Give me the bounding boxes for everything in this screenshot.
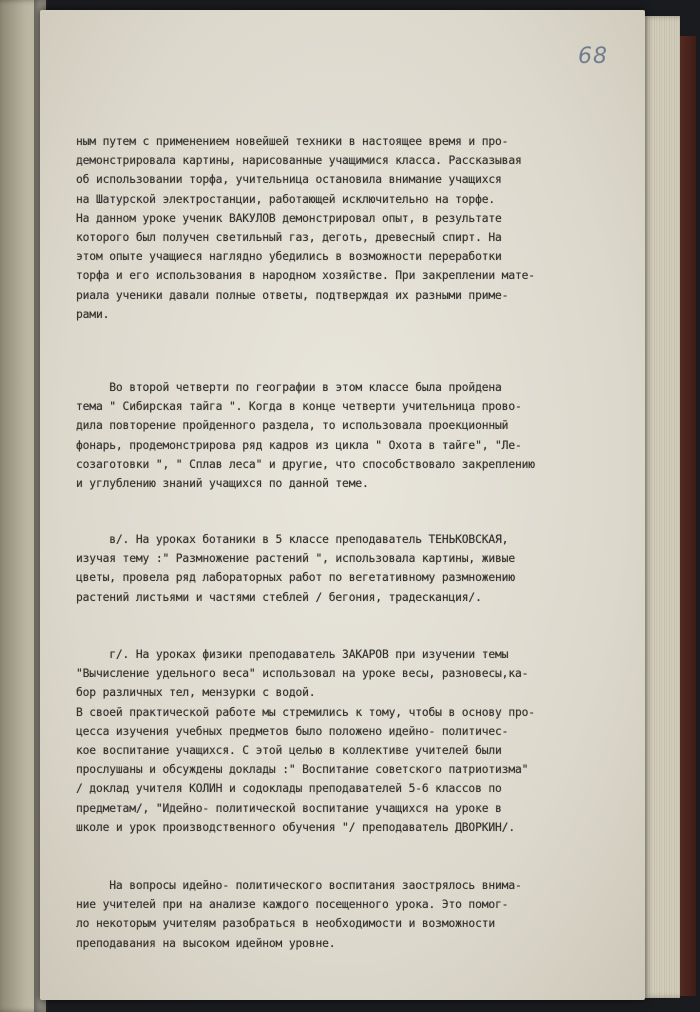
typed-line: г/. На уроках физики преподаватель ЗАКАРОВ при изучении темы	[76, 648, 509, 661]
typed-line: цветы, провела ряд лабораторных работ по вегетативному размножению	[76, 571, 515, 585]
typed-line: кое воспитание учащихся. С этой целью в коллективе учителей были	[76, 744, 502, 758]
typed-line: "Вычисление удельного веса" использовал на уроке весы, разновесы,ка-	[76, 667, 529, 681]
typed-line: на Шатурской электростанции, работающей исключительно на торфе.	[76, 192, 496, 206]
typed-line: преподавания на высоком идейном уровне.	[76, 936, 336, 950]
typed-line: дила повторение пройденного раздела, то использовала проекционный	[76, 419, 509, 433]
typed-line: Во второй четверти по географии в этом классе была пройдена	[76, 381, 502, 394]
typed-line: демонстрировала картины, нарисованные учащимися класса. Рассказывая	[76, 154, 522, 168]
typed-line: В своей практической работе мы стремились к тому, чтобы в основу про-	[76, 705, 535, 719]
typed-line: тема " Сибирская тайга ". Когда в конце четверти учительница прово-	[76, 400, 522, 414]
typed-paragraph	[76, 645, 672, 837]
typed-line: бор различных тел, мензурки с водой.	[76, 686, 316, 700]
typed-line: в/. На уроках ботаники в 5 классе преподаватель ТЕНЬКОВСКАЯ,	[76, 533, 509, 546]
typed-line: На данном уроке ученик ВАКУЛОВ демонстрировал опыт, в результате	[76, 211, 502, 225]
typed-line: рами.	[76, 307, 110, 321]
page-number: 68	[578, 44, 608, 69]
typed-line: этом опыте учащиеся наглядно убедились в возможности переработки	[76, 250, 502, 264]
typed-line: изучая тему :" Размножение растений ", использовала картины, живые	[76, 552, 515, 566]
typed-line: / доклад учителя КОЛИН и содоклады преподавателей 5-6 классов по	[76, 782, 502, 796]
typed-line: школе и урок производственного обучения "/ преподаватель ДВОРКИН/.	[76, 820, 515, 834]
typed-line: предметам/, "Идейно- политической воспитание учащихся на уроке в	[76, 801, 502, 815]
typed-paragraph	[76, 876, 672, 953]
typed-line: созаготовки ", " Сплав леса" и другие, что способствовало закреплению	[76, 457, 535, 471]
typed-line: цесса изучения учебных предметов было положено идейно- политичес-	[76, 724, 509, 738]
typed-line: растений листьями и частями стеблей / бегония, традесканция/.	[76, 590, 482, 604]
typed-line: и углублению знаний учащихся по данной теме.	[76, 477, 369, 491]
typed-line: ным путем с применением новейшей техники в настоящее время и про-	[76, 135, 509, 148]
typed-paragraph	[76, 530, 672, 607]
typed-line: торфа и его использования в народном хозяйстве. При закреплении мате-	[76, 269, 535, 283]
document-page	[40, 10, 645, 1000]
typed-line: об использовании торфа, учительница остановила внимание учащихся	[76, 173, 502, 187]
typed-line: прослушаны и обсуждены доклады :" Воспитание советского патриотизма"	[76, 763, 529, 777]
typed-line: фонарь, продемонстрирова ряд кадров из цикла " Охота в тайге", "Ле-	[76, 438, 522, 452]
typed-paragraph	[76, 132, 672, 324]
typed-line: которого был получен светильный газ, деготь, древесный спирт. На	[76, 231, 502, 245]
typed-paragraph	[76, 378, 672, 493]
typed-line: риала ученики давали полные ответы, подтверждая их разными приме-	[76, 288, 509, 302]
typed-line: ло некоторым учителям разобраться в необходимости и возможности	[76, 917, 496, 931]
typed-line: На вопросы идейно- политического воспитания заострялось внима-	[76, 879, 522, 892]
typed-line: ние учителей при на анализе каждого посещенного урока. Это помог-	[76, 898, 509, 912]
